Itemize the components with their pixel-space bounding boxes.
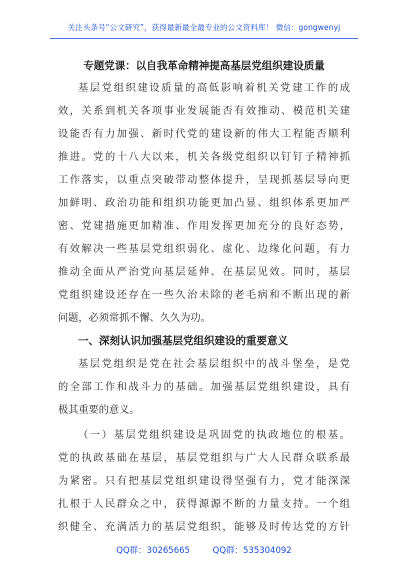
document-title: 专题党课：以自我革命精神提高基层党组织建设质量 xyxy=(83,60,325,72)
paragraph-line: 加鲜明、政治功能和组织功能更加凸显、组织体系更加严 xyxy=(58,198,350,209)
paragraph-line: 织健全、充满活力的基层党组织，能够及时传达党的方针 xyxy=(58,522,350,533)
paragraph-line: 有效解决一些基层党组织弱化、虚化、边缘化问题，有力 xyxy=(58,244,350,255)
section-heading: 一、深刻认识加强基层党组织建设的重要意义 xyxy=(78,335,288,347)
paragraph-line: 问题，必须常抓不懈、久久为功。 xyxy=(58,313,211,324)
paragraph-line: 极其重要的意义。 xyxy=(58,405,140,416)
footer-qq-group-1: QQ群：30265665 xyxy=(116,546,190,556)
paragraph-line: （一）基层党组织建设是巩固党的执政地位的根基。 xyxy=(78,430,350,441)
footer-contact xyxy=(0,544,408,556)
paragraph-line: 党的执政基础在基层，基层党组织与广大人民群众联系最 xyxy=(58,453,350,464)
paragraph-line: 密、党建措施更加精准、作用发挥更加充分的良好态势， xyxy=(58,221,350,232)
header-divider xyxy=(50,38,358,39)
paragraph-line: 设能否有力加强、新时代党的建设新的伟大工程能否顺利 xyxy=(58,129,350,140)
paragraph-line: 工作落实，以重点突破带动整体提升，呈现抓基层导向更 xyxy=(58,175,350,186)
paragraph-line: 基层党组织是党在社会基层组织中的战斗堡垒，是党 xyxy=(78,359,350,370)
paragraph-line: 基层党组织建设质量的高低影响着机关党建工作的成 xyxy=(78,83,350,94)
paragraph-line: 党组织建设还存在一些久治未除的老毛病和不断出现的新 xyxy=(58,290,350,301)
paragraph-line: 为紧密。只有把基层党组织建设得坚强有力，党才能深深 xyxy=(58,476,350,487)
paragraph-line: 效，关系到机关各项事业发展能否有效推动、模范机关建 xyxy=(58,106,350,117)
header-note: 关注头条号“公文研究”，获得最新最全最专业的公文资料库！ 微信：gongwenyj xyxy=(67,23,341,32)
paragraph-line: 扎根于人民群众之中，获得源源不断的力量支持。一个组 xyxy=(58,499,350,510)
paragraph-line: 推进。党的十八大以来，机关各级党组织以钉钉子精神抓 xyxy=(58,152,350,163)
footer-qq-group-2: QQ群：535304092 xyxy=(212,546,292,556)
paragraph-line: 推动全面从严治党向基层延伸、在基层见效。同时，基层 xyxy=(58,267,350,278)
paragraph-line: 的全部工作和战斗力的基础。加强基层党组织建设，具有 xyxy=(58,382,350,393)
